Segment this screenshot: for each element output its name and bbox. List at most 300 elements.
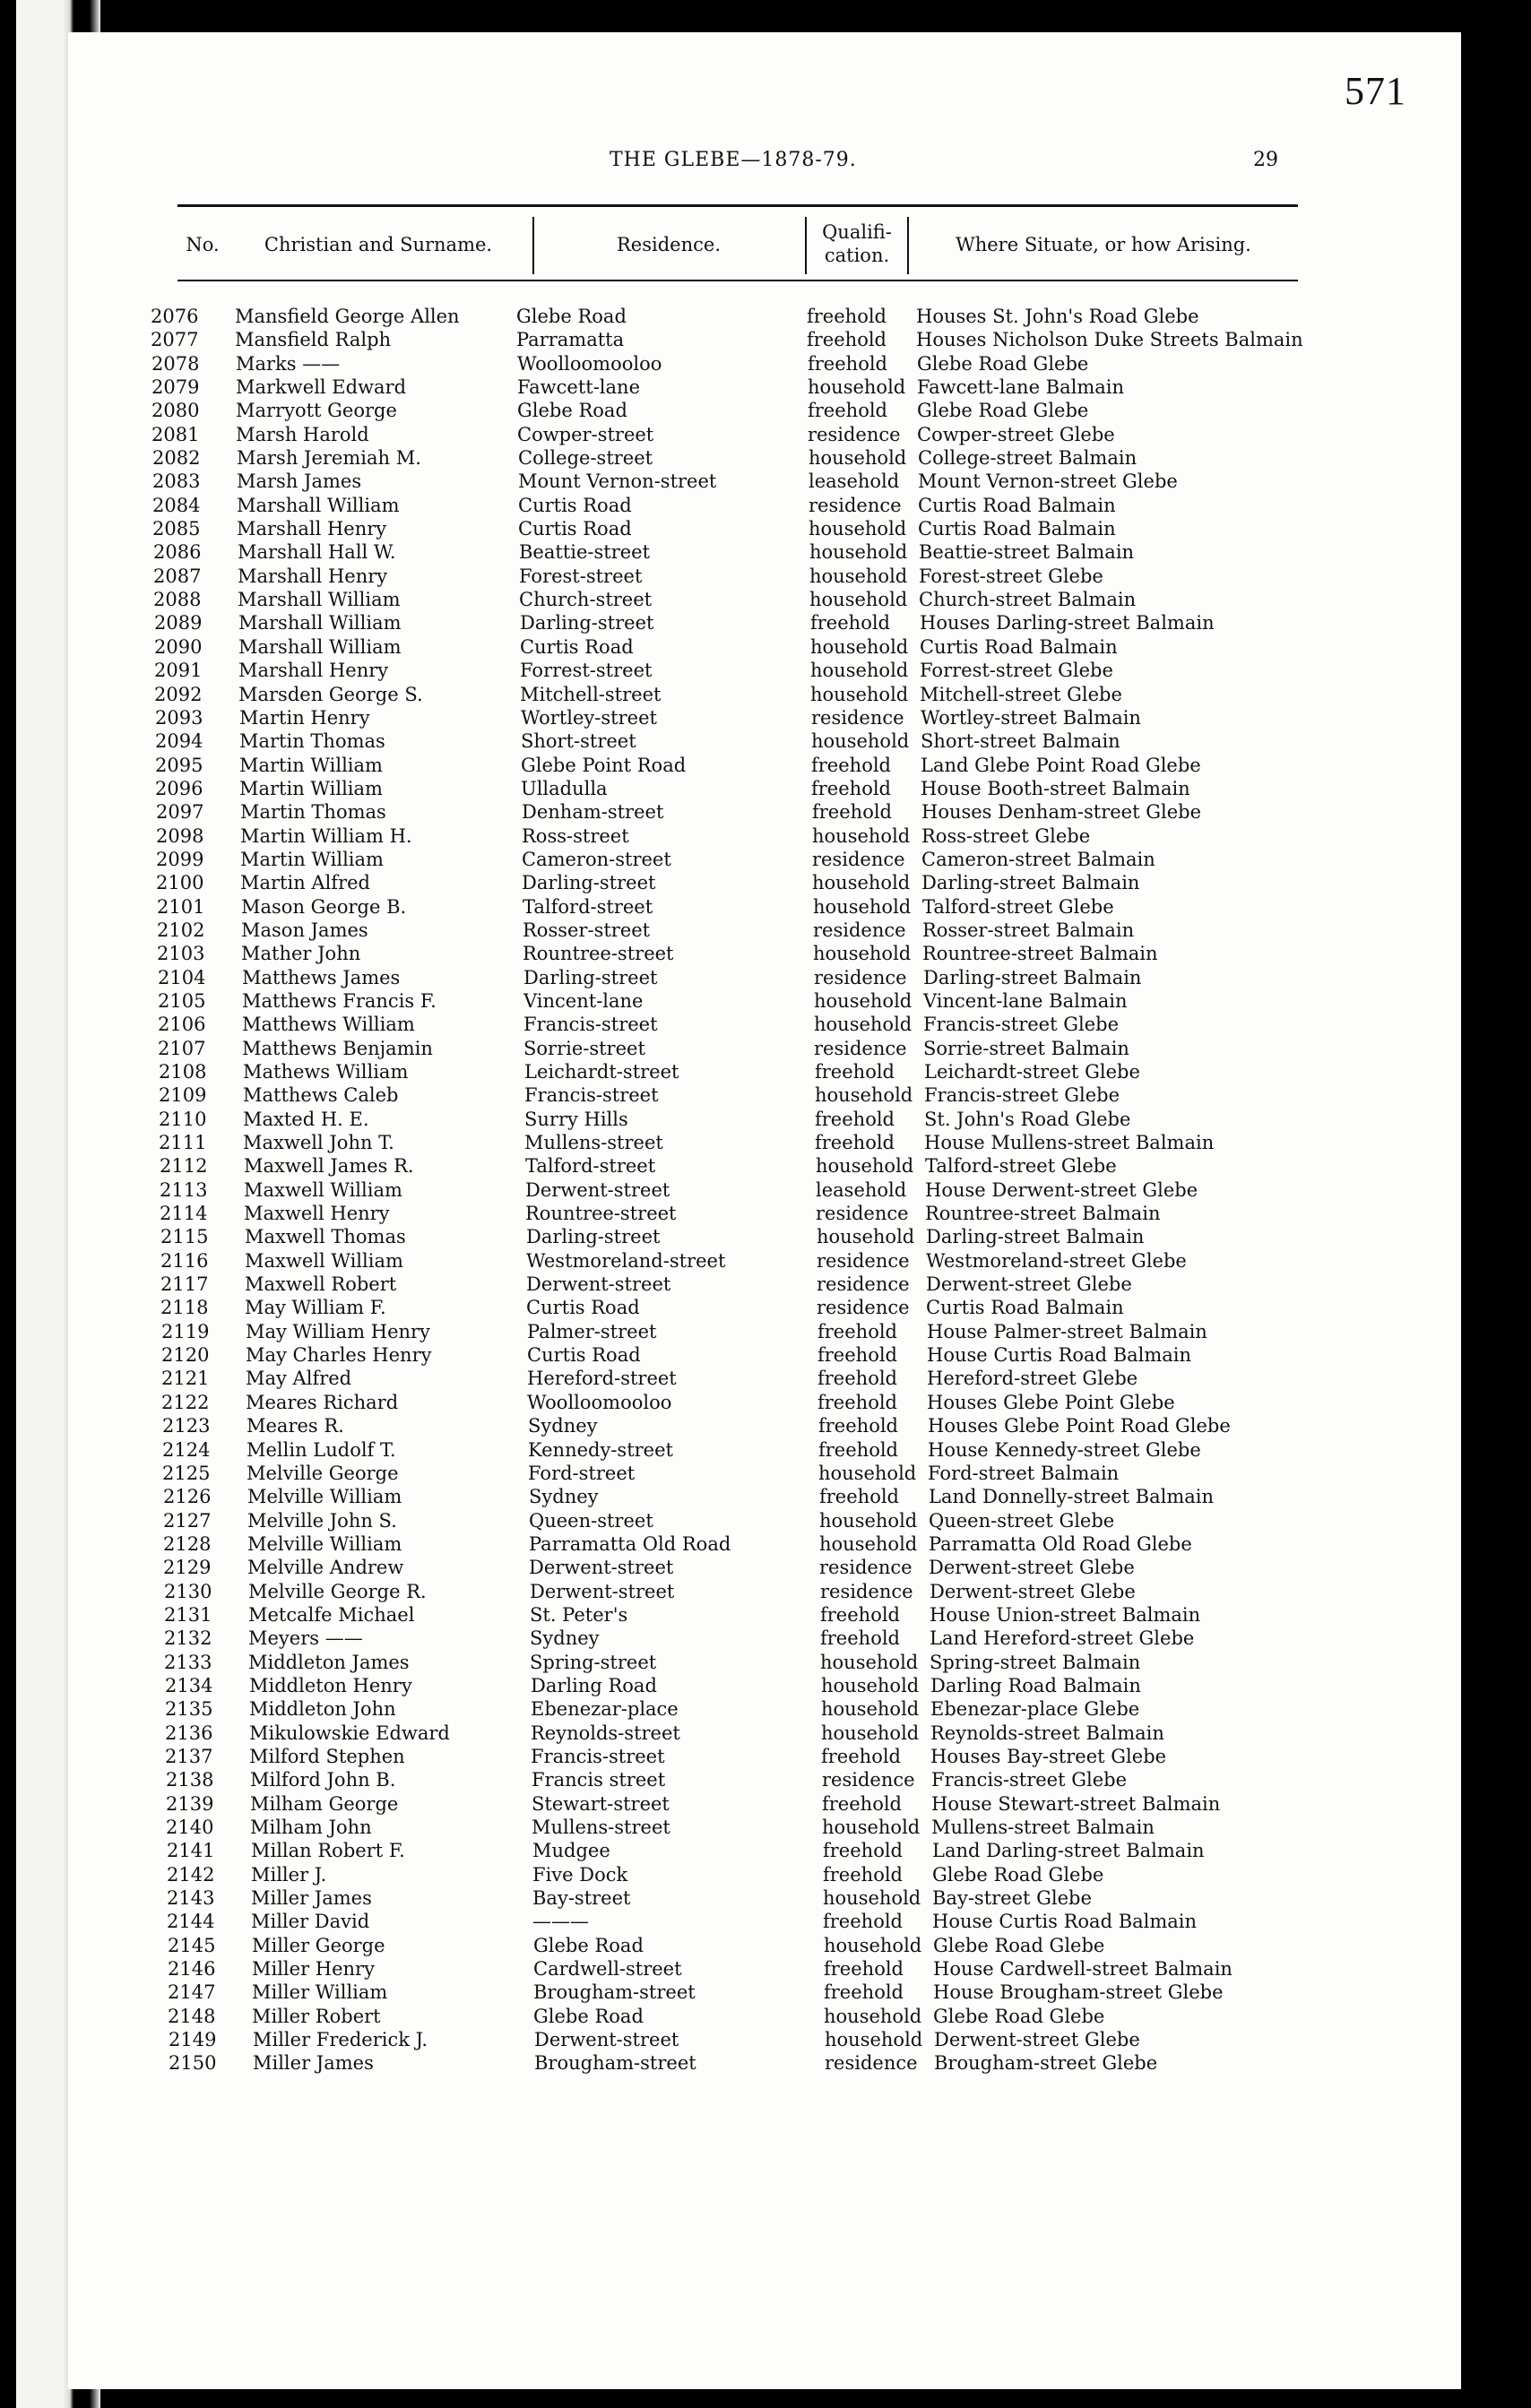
where-situate: House Curtis Road Balmain <box>932 1911 1198 1933</box>
where-situate: House Stewart-street Balmain <box>931 1792 1221 1815</box>
register-table <box>68 305 1461 2076</box>
col-header-qualification-line1: Qualifi- <box>822 221 892 243</box>
where-situate: Parramatta Old Road Glebe <box>929 1532 1192 1555</box>
voter-name: Miller William <box>252 1981 388 2004</box>
residence: Hereford-street <box>527 1368 677 1390</box>
row-number: 2076 <box>151 306 199 327</box>
table-row <box>68 305 1461 328</box>
table-row <box>68 1722 1461 1745</box>
table-row <box>68 1414 1461 1437</box>
table-row <box>68 375 1461 399</box>
row-number: 2081 <box>151 423 200 445</box>
residence: Ford-street <box>528 1462 636 1484</box>
table-row <box>68 1485 1461 1508</box>
voter-name: Matthews Francis F. <box>242 989 437 1012</box>
row-number: 2091 <box>154 660 203 682</box>
voter-name: Martin William H. <box>240 824 412 847</box>
table-row <box>68 1367 1461 1390</box>
table-row <box>68 848 1461 871</box>
row-number: 2107 <box>158 1037 206 1059</box>
qualification: freehold <box>808 400 887 422</box>
residence: Spring-street <box>530 1651 657 1673</box>
table-row <box>68 2005 1461 2028</box>
voter-name: Matthews William <box>242 1014 415 1036</box>
where-situate: Francis-street Glebe <box>931 1769 1128 1791</box>
table-row <box>68 1202 1461 1225</box>
residence: Darling-street <box>520 612 654 634</box>
residence: Sydney <box>530 1627 600 1650</box>
voter-name: Melville John S. <box>247 1509 397 1532</box>
qualification: freehold <box>822 1792 902 1815</box>
residence: Glebe Road <box>516 306 627 327</box>
where-situate: Darling-street Balmain <box>926 1226 1145 1248</box>
residence: Curtis Road <box>527 1344 641 1367</box>
where-situate: Houses Darling-street Balmain <box>920 612 1215 634</box>
residence: Cardwell-street <box>533 1958 682 1981</box>
voter-name: Milham George <box>250 1792 399 1815</box>
where-situate: Leichardt-street Glebe <box>924 1061 1140 1083</box>
qualification: freehold <box>810 612 890 634</box>
qualification: leasehold <box>809 470 900 493</box>
table-row <box>68 1981 1461 2004</box>
qualification: residence <box>822 1769 915 1791</box>
residence: Mudgee <box>532 1840 610 1862</box>
qualification: residence <box>809 494 902 516</box>
row-number: 2141 <box>167 1840 215 1862</box>
qualification: residence <box>812 848 905 870</box>
row-number: 2135 <box>165 1698 213 1721</box>
row-number: 2146 <box>168 1958 216 1981</box>
voter-name: Miller David <box>251 1911 370 1933</box>
where-situate: Rountree-street Balmain <box>922 943 1158 965</box>
qualification: freehold <box>817 1391 897 1413</box>
residence: Cowper-street <box>517 423 654 445</box>
qualification: freehold <box>815 1061 895 1083</box>
voter-name: Mansfield Ralph <box>235 329 392 351</box>
residence: Francis-street <box>531 1745 665 1767</box>
where-situate: Cameron-street Balmain <box>921 848 1155 870</box>
voter-name: Melville George <box>247 1462 399 1484</box>
qualification: freehold <box>808 352 887 375</box>
col-header-qualification-line2: cation. <box>824 245 890 266</box>
table-row <box>68 871 1461 894</box>
qualification: household <box>809 518 907 540</box>
where-situate: Hereford-street Glebe <box>927 1368 1138 1390</box>
row-number: 2129 <box>163 1557 212 1579</box>
row-number: 2148 <box>168 2005 216 2027</box>
qualification: household <box>823 1887 921 1910</box>
table-row <box>68 2051 1461 2075</box>
residence: Leichardt-street <box>524 1061 679 1083</box>
qualification: residence <box>820 1580 913 1602</box>
row-number: 2094 <box>155 730 203 753</box>
residence: Curtis Road <box>526 1297 640 1319</box>
gutter-mark <box>0 276 7 281</box>
table-row <box>68 729 1461 753</box>
where-situate: Curtis Road Balmain <box>926 1297 1124 1319</box>
voter-name: Maxwell William <box>244 1178 402 1201</box>
residence: Reynolds-street <box>531 1722 680 1744</box>
table-row <box>68 1013 1461 1036</box>
row-number: 2142 <box>167 1863 215 1886</box>
residence: Brougham-street <box>534 2052 696 2075</box>
qualification: freehold <box>819 1486 899 1508</box>
qualification: household <box>818 1462 917 1484</box>
col-header-name: Christian and Surname. <box>264 234 493 255</box>
qualification: household <box>816 1155 914 1178</box>
page-label: 29 <box>1253 149 1278 171</box>
table-row <box>68 588 1461 611</box>
voter-name: Mansfield George Allen <box>235 306 460 327</box>
where-situate: Mullens-street Balmain <box>931 1817 1155 1838</box>
where-situate: House Cardwell-street Balmain <box>933 1958 1233 1981</box>
row-number: 2130 <box>164 1580 212 1602</box>
row-number: 2136 <box>165 1722 213 1744</box>
qualification: freehold <box>818 1438 898 1461</box>
table-row <box>68 1816 1461 1839</box>
voter-name: Martin William <box>239 754 383 776</box>
where-situate: House Union-street Balmain <box>930 1603 1201 1626</box>
where-situate: Land Donnelly-street Balmain <box>929 1486 1215 1508</box>
residence: Glebe Point Road <box>521 754 687 776</box>
qualification: freehold <box>823 1911 903 1933</box>
table-row <box>68 446 1461 470</box>
row-number: 2108 <box>159 1061 207 1083</box>
residence: Church-street <box>519 589 653 611</box>
where-situate: Darling-street Balmain <box>923 966 1142 988</box>
where-situate: Francis-street Glebe <box>924 1084 1120 1107</box>
qualification: household <box>821 1698 920 1721</box>
row-number: 2124 <box>162 1438 211 1461</box>
residence: Talford-street <box>525 1155 656 1178</box>
residence: Francis-street <box>524 1084 659 1107</box>
table-row <box>68 989 1461 1013</box>
residence: College-street <box>518 447 653 470</box>
qualification: household <box>822 1817 921 1838</box>
residence: Kennedy-street <box>528 1438 673 1461</box>
table-row <box>68 1462 1461 1485</box>
where-situate: Derwent-street Glebe <box>934 2029 1140 2051</box>
table-row <box>68 1178 1461 1202</box>
qualification: household <box>810 660 909 682</box>
table-row <box>68 1674 1461 1697</box>
row-number: 2092 <box>154 683 203 705</box>
qualification: freehold <box>820 1603 900 1626</box>
table-row <box>68 1768 1461 1791</box>
row-number: 2100 <box>156 872 204 894</box>
voter-name: May William Henry <box>246 1320 430 1342</box>
qualification: household <box>821 1722 920 1744</box>
row-number: 2134 <box>165 1674 213 1696</box>
residence: Derwent-street <box>526 1273 671 1296</box>
table-row <box>68 1532 1461 1556</box>
table-row <box>68 1273 1461 1296</box>
qualification: household <box>809 565 908 587</box>
residence: Mullens-street <box>524 1132 663 1154</box>
where-situate: Cowper-street Glebe <box>917 423 1115 445</box>
qualification: leasehold <box>816 1178 907 1201</box>
residence: Vincent-lane <box>523 989 644 1012</box>
voter-name: Marshall William <box>238 612 402 634</box>
where-situate: St. John's Road Glebe <box>924 1108 1131 1130</box>
table-row <box>68 1037 1461 1060</box>
table-row <box>68 1131 1461 1154</box>
voter-name: Martin Henry <box>239 706 370 729</box>
row-number: 2120 <box>161 1344 210 1367</box>
qualification: household <box>813 895 912 918</box>
where-situate: House Derwent-street Glebe <box>925 1178 1198 1201</box>
table-row <box>68 777 1461 800</box>
voter-name: Marsh James <box>237 470 362 493</box>
voter-name: Maxwell Henry <box>244 1203 390 1225</box>
table-row <box>68 1957 1461 1981</box>
residence: Brougham-street <box>533 1981 696 2004</box>
qualification: household <box>810 635 909 658</box>
qualification: household <box>814 1014 913 1036</box>
voter-name: Marshall William <box>237 494 400 516</box>
residence: Parramatta Old Road <box>529 1532 731 1555</box>
qualification: freehold <box>812 801 892 824</box>
qualification: household <box>819 1509 918 1532</box>
qualification: household <box>819 1532 918 1555</box>
row-number: 2097 <box>156 801 204 824</box>
row-number: 2079 <box>151 376 200 399</box>
where-situate: Glebe Road Glebe <box>932 1863 1104 1886</box>
voter-name: Marshall William <box>238 589 401 611</box>
voter-name: Markwell Edward <box>236 376 407 399</box>
qualification: freehold <box>817 1320 897 1342</box>
row-number: 2111 <box>159 1132 207 1154</box>
where-situate: House Palmer-street Balmain <box>927 1320 1207 1342</box>
voter-name: May Charles Henry <box>246 1344 432 1367</box>
row-number: 2110 <box>159 1108 207 1130</box>
row-number: 2123 <box>162 1415 211 1437</box>
qualification: residence <box>817 1297 910 1319</box>
row-number: 2078 <box>151 352 200 375</box>
table-row <box>68 1910 1461 1933</box>
voter-name: Matthews Benjamin <box>242 1037 433 1059</box>
residence: Sorrie-street <box>523 1037 645 1059</box>
row-number: 2115 <box>160 1226 209 1248</box>
voter-name: Miller Robert <box>252 2005 381 2027</box>
voter-name: Martin Alfred <box>240 872 370 894</box>
row-number: 2105 <box>158 989 206 1012</box>
voter-name: Matthews James <box>242 966 401 988</box>
row-number: 2144 <box>167 1911 215 1933</box>
where-situate: Spring-street Balmain <box>930 1651 1141 1673</box>
table-row <box>68 399 1461 422</box>
qualification: freehold <box>818 1415 898 1437</box>
residence: Mitchell-street <box>520 683 662 705</box>
where-situate: Land Glebe Point Road Glebe <box>921 754 1201 776</box>
qualification: household <box>809 447 907 470</box>
row-number: 2116 <box>160 1249 209 1272</box>
where-situate: Francis-street Glebe <box>923 1014 1120 1036</box>
qualification: household <box>808 376 906 399</box>
voter-name: Marsh Jeremiah M. <box>237 447 421 470</box>
table-row <box>68 1697 1461 1721</box>
residence: Ulladulla <box>521 777 608 799</box>
row-number: 2145 <box>168 1934 216 1956</box>
table-row <box>68 1839 1461 1862</box>
qualification: household <box>814 989 913 1012</box>
row-number: 2086 <box>153 541 202 564</box>
row-number: 2082 <box>152 447 201 470</box>
table-row <box>68 1249 1461 1273</box>
residence: Mullens-street <box>532 1817 670 1838</box>
residence: ——— <box>532 1911 589 1933</box>
running-title: THE GLEBE—1878-79. <box>610 149 857 171</box>
header-bottom-rule <box>177 280 1298 281</box>
voter-name: Mather John <box>241 943 361 965</box>
residence: Queen-street <box>529 1509 653 1532</box>
table-row <box>68 1391 1461 1414</box>
where-situate: Short-street Balmain <box>921 730 1120 753</box>
residence: Darling Road <box>531 1674 657 1696</box>
voter-name: Martin Thomas <box>239 730 385 753</box>
voter-name: Miller James <box>251 1887 372 1910</box>
qualification: residence <box>817 1249 910 1272</box>
voter-name: Miller Henry <box>252 1958 375 1981</box>
row-number: 2106 <box>158 1014 206 1036</box>
table-row <box>68 423 1461 446</box>
voter-name: Miller J. <box>251 1863 327 1886</box>
qualification: residence <box>813 919 906 941</box>
where-situate: Mount Vernon-street Glebe <box>918 470 1178 493</box>
residence: Darling-street <box>526 1226 661 1248</box>
voter-name: Maxwell William <box>245 1249 403 1272</box>
row-number: 2077 <box>151 329 199 351</box>
table-row <box>68 1108 1461 1131</box>
table-row <box>68 1438 1461 1462</box>
where-situate: Houses St. John's Road Glebe <box>916 306 1199 327</box>
voter-name: Miller Frederick J. <box>253 2029 428 2051</box>
table-row <box>68 2028 1461 2051</box>
row-number: 2127 <box>163 1509 212 1532</box>
row-number: 2113 <box>160 1178 208 1201</box>
voter-name: Martin William <box>240 848 384 870</box>
row-number: 2112 <box>160 1155 208 1178</box>
voter-name: Maxwell Thomas <box>245 1226 406 1248</box>
where-situate: Brougham-street Glebe <box>934 2052 1158 2075</box>
table-row <box>68 1556 1461 1579</box>
row-number: 2118 <box>160 1297 209 1319</box>
where-situate: Talford-street Glebe <box>925 1155 1117 1178</box>
residence: St. Peter's <box>530 1603 628 1626</box>
qualification: household <box>810 683 909 705</box>
col-header-where: Where Situate, or how Arising. <box>956 234 1251 255</box>
voter-name: Melville Andrew <box>247 1557 404 1579</box>
table-row <box>68 919 1461 942</box>
where-situate: Land Darling-street Balmain <box>932 1840 1205 1862</box>
table-row <box>68 540 1461 564</box>
qualification: freehold <box>817 1344 897 1367</box>
where-situate: Vincent-lane Balmain <box>923 989 1128 1012</box>
qualification: residence <box>814 1037 907 1059</box>
table-row <box>68 1320 1461 1343</box>
qualification: household <box>817 1226 915 1248</box>
where-situate: Fawcett-lane Balmain <box>917 376 1125 399</box>
voter-name: Mason George B. <box>241 895 407 918</box>
residence: Darling-street <box>522 872 656 894</box>
row-number: 2119 <box>161 1320 210 1342</box>
residence: Rountree-street <box>525 1203 677 1225</box>
where-situate: Curtis Road Balmain <box>918 494 1116 516</box>
table-row <box>68 1580 1461 1603</box>
row-number: 2125 <box>162 1462 211 1484</box>
where-situate: Mitchell-street Glebe <box>920 683 1122 705</box>
where-situate: Glebe Road Glebe <box>917 352 1089 375</box>
table-row <box>68 1886 1461 1910</box>
row-number: 2140 <box>166 1817 214 1838</box>
where-situate: Church-street Balmain <box>919 589 1137 611</box>
table-row <box>68 706 1461 729</box>
residence: Cameron-street <box>522 848 671 870</box>
row-number: 2103 <box>157 943 205 965</box>
where-situate: Derwent-street Glebe <box>929 1557 1135 1579</box>
where-situate: Sorrie-street Balmain <box>923 1037 1129 1059</box>
where-situate: Derwent-street Glebe <box>926 1273 1132 1296</box>
row-number: 2147 <box>168 1981 216 2004</box>
residence: Talford-street <box>523 895 653 918</box>
voter-name: May William F. <box>245 1297 386 1319</box>
table-row <box>68 611 1461 634</box>
voter-name: Meyers —— <box>248 1627 363 1650</box>
qualification: household <box>813 943 912 965</box>
voter-name: Middleton Henry <box>249 1674 412 1696</box>
table-row <box>68 824 1461 848</box>
qualification: freehold <box>820 1627 900 1650</box>
voter-name: Martin William <box>239 777 383 799</box>
table-row <box>68 966 1461 989</box>
row-number: 2137 <box>165 1745 213 1767</box>
where-situate: Bay-street Glebe <box>932 1887 1092 1910</box>
where-situate: House Kennedy-street Glebe <box>928 1438 1201 1461</box>
voter-name: Melville William <box>247 1486 402 1508</box>
row-number: 2131 <box>164 1603 212 1626</box>
table-row <box>68 565 1461 588</box>
qualification: freehold <box>817 1368 897 1390</box>
table-row <box>68 659 1461 682</box>
voter-name: May Alfred <box>246 1368 352 1390</box>
residence: Surry Hills <box>524 1108 628 1130</box>
row-number: 2090 <box>154 635 203 658</box>
qualification: household <box>820 1651 919 1673</box>
table-row <box>68 1509 1461 1532</box>
qualification: household <box>825 2029 923 2051</box>
voter-name: Millan Robert F. <box>251 1840 405 1862</box>
where-situate: Forrest-street Glebe <box>920 660 1113 682</box>
table-row <box>68 1863 1461 1886</box>
where-situate: Rosser-street Balmain <box>922 919 1135 941</box>
col-header-qualification <box>807 220 907 267</box>
voter-name: Marshall William <box>238 635 402 658</box>
table-row <box>68 1343 1461 1367</box>
where-situate: Houses Nicholson Duke Streets Balmain <box>916 329 1303 351</box>
voter-name: Maxwell James R. <box>244 1155 414 1178</box>
table-row <box>68 1296 1461 1319</box>
voter-name: Marshall Henry <box>238 565 388 587</box>
residence: Glebe Road <box>533 2005 644 2027</box>
residence: Denham-street <box>522 801 664 824</box>
voter-name: Metcalfe Michael <box>248 1603 415 1626</box>
row-number: 2143 <box>167 1887 215 1910</box>
where-situate: Queen-street Glebe <box>929 1509 1115 1532</box>
residence: Glebe Road <box>517 400 627 422</box>
residence: Bay-street <box>532 1887 631 1910</box>
residence: Parramatta <box>516 329 625 351</box>
column-divider <box>907 217 909 274</box>
